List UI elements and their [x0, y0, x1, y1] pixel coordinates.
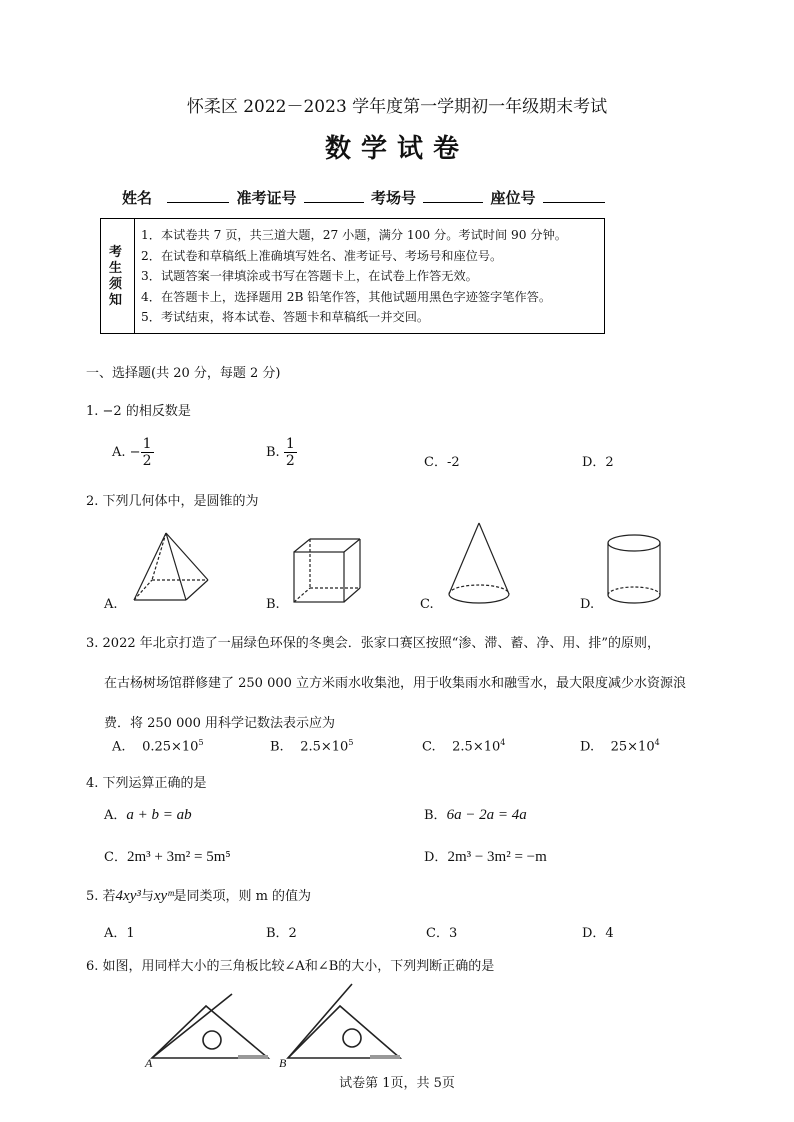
q4-option-a[interactable] — [104, 804, 192, 824]
q1-option-a[interactable] — [112, 436, 154, 469]
angle-a-label: A — [145, 1056, 153, 1070]
notice-item: 5．考试结束，将本试卷、答题卡和草稿纸一并交回。 — [141, 310, 430, 325]
name-label: 姓名 — [122, 189, 153, 207]
q4-option-c[interactable] — [104, 846, 231, 866]
exam-subtitle: 数学试卷 — [324, 134, 469, 164]
q1-a-label: A. — [112, 445, 126, 460]
cone-figure — [445, 520, 515, 608]
q1-b-label: B. — [266, 445, 280, 460]
notice-item: 1．本试卷共 7 页，共三道大题，27 小题，满分 100 分。考试时间 90 分钟。 — [141, 228, 567, 242]
q4-b-label: B． — [424, 808, 447, 823]
q1-option-b[interactable] — [266, 436, 297, 469]
q4-option-b[interactable] — [424, 804, 527, 824]
exam-title: 怀柔区 2022－2023 学年度第一学期初一年级期末考试 — [186, 97, 608, 117]
q1-a-den: 2 — [142, 453, 152, 469]
q3-c-label: C. — [422, 739, 436, 755]
q4-c-expr: 2m³ + 3m² = 5m⁵ — [126, 849, 231, 865]
q3-option-c[interactable] — [422, 738, 505, 754]
q3-c-exp: 4 — [500, 738, 506, 747]
page-footer: 试卷第 1页，共 5页 — [339, 1076, 455, 1091]
q3-line1: 3. 2022 年北京打造了一届绿色环保的冬奥会．张家口赛区按照“渗、滞、蓄、净、用、排”的原则， — [86, 636, 661, 651]
q4-d-expr: 2m³ − 3m² = −m — [447, 849, 547, 865]
angle-b-figure — [278, 978, 408, 1068]
room-label: 考场号 — [370, 189, 416, 207]
q1-b-num: 1 — [285, 436, 295, 452]
notice-box — [100, 218, 605, 334]
q1-a-sign: − — [129, 445, 141, 460]
notice-lines — [141, 225, 567, 328]
q3-b-base: 2.5×10 — [300, 739, 349, 755]
q5-option-a[interactable]: A．1 — [104, 926, 135, 941]
q3-b-label: B. — [270, 739, 284, 755]
q1-option-c[interactable]: C．-2 — [424, 455, 460, 470]
q5-stem — [86, 885, 311, 905]
seat-blank[interactable] — [543, 188, 605, 203]
q1-option-d[interactable]: D．2 — [582, 455, 614, 470]
angle-b-label: B — [279, 1056, 287, 1070]
q2-stem: 2. 下列几何体中，是圆锥的为 — [86, 494, 259, 509]
q3-line2: 在古杨树场馆群修建了 250 000 立方米雨水收集池，用于收集雨水和融雪水，最大限度减少水资源浪 — [104, 676, 687, 691]
exam-id-label: 准考证号 — [236, 189, 297, 207]
q5-option-c[interactable]: C．3 — [426, 926, 458, 941]
q1-stem: 1. −2 的相反数是 — [86, 404, 191, 419]
q4-stem: 4. 下列运算正确的是 — [86, 776, 207, 791]
q5-term1: 4xy³ — [115, 888, 141, 904]
notice-label: 考生须知 — [109, 245, 123, 308]
q4-c-label: C． — [104, 850, 127, 865]
q4-d-label: D． — [424, 850, 448, 865]
q4-a-expr: a + b = ab — [126, 807, 192, 823]
q1-a-num: 1 — [142, 436, 152, 452]
notice-side — [101, 219, 135, 333]
name-blank[interactable] — [167, 188, 229, 203]
section-heading: 一、选择题(共 20 分，每题 2 分) — [86, 366, 281, 381]
q5-term2: xyᵐ — [153, 888, 174, 904]
notice-item: 4．在答题卡上，选择题用 2B 铅笔作答，其他试题用黑色字迹签字笔作答。 — [141, 289, 552, 304]
q2-option-c[interactable]: C. — [420, 597, 434, 612]
exam-id-blank[interactable] — [304, 188, 364, 203]
q3-line3: 费．将 250 000 用科学记数法表示应为 — [104, 716, 336, 731]
q3-option-a[interactable] — [112, 738, 204, 754]
notice-item: 3．试题答案一律填涂或书写在答题卡上，在试卷上作答无效。 — [141, 269, 478, 284]
q3-b-exp: 5 — [348, 738, 354, 747]
q3-option-b[interactable] — [270, 738, 353, 754]
seat-label: 座位号 — [490, 189, 536, 207]
q1-a-fraction — [141, 436, 154, 469]
q1-b-den: 2 — [285, 453, 295, 469]
cylinder-figure — [604, 532, 666, 608]
pyramid-figure — [130, 530, 212, 608]
notice-item: 2．在试卷和草稿纸上准确填写姓名、准考证号、考场号和座位号。 — [141, 248, 503, 263]
q6-stem: 6. 如图，用同样大小的三角板比较∠A和∠B的大小，下列判断正确的是 — [86, 959, 495, 974]
q3-a-base: 0.25×10 — [142, 739, 199, 755]
cube-figure — [290, 536, 362, 606]
angle-a-figure — [140, 982, 280, 1068]
q3-d-base: 25×10 — [610, 739, 655, 755]
q1-b-fraction — [284, 436, 297, 469]
q2-option-a[interactable]: A. — [104, 597, 118, 612]
q2-option-d[interactable]: D. — [580, 597, 595, 612]
q5-stem-post: 是同类项，则 m 的值为 — [173, 889, 312, 904]
q2-option-b[interactable]: B. — [266, 597, 280, 612]
q5-option-b[interactable]: B．2 — [266, 926, 297, 941]
q3-c-base: 2.5×10 — [452, 739, 501, 755]
q4-option-d[interactable] — [424, 846, 547, 866]
q3-a-exp: 5 — [198, 738, 204, 747]
q3-d-label: D. — [580, 739, 595, 755]
q4-a-label: A． — [104, 808, 127, 823]
q5-option-d[interactable]: D．4 — [582, 926, 614, 941]
q5-stem-mid: 与 — [140, 889, 154, 904]
q5-stem-pre: 5. 若 — [86, 889, 116, 904]
q4-b-expr: 6a − 2a = 4a — [446, 807, 527, 823]
q3-a-label: A. — [112, 739, 126, 755]
q3-d-exp: 4 — [654, 738, 660, 747]
room-blank[interactable] — [423, 188, 483, 203]
candidate-info-fields — [122, 187, 607, 208]
q3-option-d[interactable] — [580, 738, 660, 754]
